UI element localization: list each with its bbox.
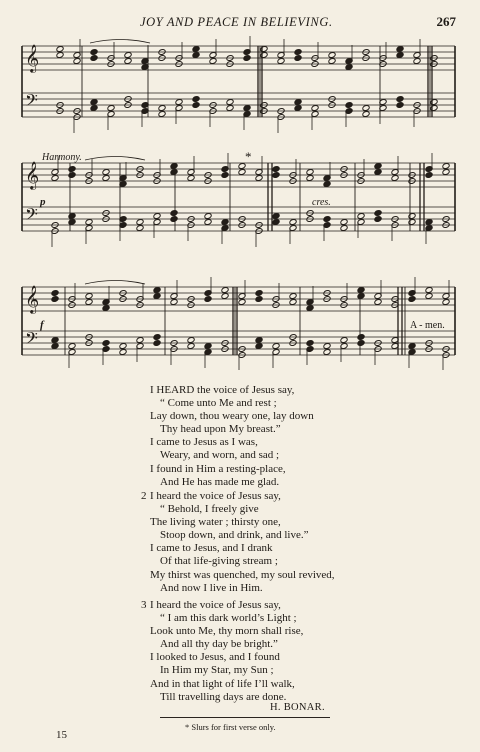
- note-head: [187, 343, 195, 350]
- treble-clef: 𝄞: [25, 285, 40, 313]
- note-head: [255, 296, 263, 303]
- verse-1: [150, 384, 314, 489]
- verse-line: And in that light of life I’ll walk,: [150, 677, 295, 690]
- note-head: [85, 293, 93, 300]
- dynamic-forte: f: [40, 319, 44, 331]
- hymn-author: H. BONAR.: [270, 702, 325, 713]
- dynamic-piano: p: [40, 196, 46, 208]
- verse-line: Stoop down, and drink, and live.”: [160, 529, 309, 542]
- verse-line: And now I live in Him.: [160, 581, 263, 594]
- note-head: [107, 105, 115, 112]
- verse-line: I came to Jesus, and I drank: [150, 542, 273, 555]
- note-head: [243, 105, 251, 112]
- slur: [85, 281, 145, 285]
- slur: [90, 40, 150, 44]
- note-head: [345, 64, 353, 71]
- note-head: [136, 337, 144, 344]
- note-head: [51, 343, 59, 350]
- verse-line: Lay down, thou weary one, lay down: [150, 410, 314, 423]
- slur: [85, 157, 145, 161]
- note-head: [294, 55, 302, 62]
- note-head: [408, 219, 416, 226]
- note-head: [396, 52, 404, 59]
- verse-line: I came to Jesus as I was,: [150, 436, 258, 449]
- note-head: [357, 293, 365, 300]
- note-head: [255, 337, 263, 344]
- verse-line: “ I am this dark world’s Light ;: [160, 612, 297, 625]
- verse-line: And all thy day be bright.”: [160, 638, 278, 651]
- note-head: [442, 299, 450, 306]
- note-head: [425, 172, 433, 179]
- note-head: [209, 58, 217, 65]
- note-head: [153, 213, 161, 220]
- note-head: [306, 340, 314, 347]
- note-head: [51, 296, 59, 303]
- note-head: [345, 102, 353, 109]
- note-head: [391, 175, 399, 182]
- note-head: [374, 210, 382, 217]
- note-head: [340, 337, 348, 344]
- note-head: [340, 219, 348, 226]
- note-head: [187, 175, 195, 182]
- note-head: [170, 299, 178, 306]
- note-head: [153, 340, 161, 347]
- note-head: [136, 219, 144, 226]
- note-head: [51, 290, 59, 297]
- note-head: [204, 343, 212, 350]
- note-head: [374, 169, 382, 176]
- note-head: [294, 49, 302, 56]
- note-head: [170, 210, 178, 217]
- treble-clef: 𝄞: [25, 44, 40, 72]
- note-head: [425, 287, 433, 294]
- note-head: [396, 102, 404, 109]
- note-head: [323, 181, 331, 188]
- note-head: [158, 105, 166, 112]
- amen-label: A - men.: [410, 320, 445, 331]
- verse-line: I found in Him a resting-place,: [150, 462, 286, 475]
- note-head: [221, 219, 229, 226]
- note-head: [277, 58, 285, 65]
- note-head: [255, 175, 263, 182]
- note-head: [396, 96, 404, 103]
- note-head: [294, 99, 302, 106]
- note-head: [204, 296, 212, 303]
- note-head: [408, 296, 416, 303]
- note-head: [192, 52, 200, 59]
- note-head: [136, 225, 144, 232]
- note-head: [102, 340, 110, 347]
- note-head: [442, 169, 450, 176]
- note-head: [357, 340, 365, 347]
- note-head: [124, 52, 132, 59]
- verse-number: 2: [141, 490, 147, 502]
- note-head: [175, 99, 183, 106]
- note-head: [357, 287, 365, 294]
- verse-line: And He has made me glad.: [160, 475, 280, 488]
- note-head: [221, 172, 229, 179]
- harmony-label: Harmony.: [42, 152, 82, 163]
- verse-line: In Him my Star, my Sun ;: [160, 664, 274, 677]
- note-head: [68, 172, 76, 179]
- note-head: [102, 169, 110, 176]
- note-head: [90, 55, 98, 62]
- note-head: [85, 219, 93, 226]
- note-head: [425, 293, 433, 300]
- note-head: [102, 305, 110, 312]
- note-head: [226, 105, 234, 112]
- bass-clef: 𝄢: [25, 328, 38, 352]
- note-head: [158, 111, 166, 118]
- note-head: [192, 96, 200, 103]
- note-head: [90, 99, 98, 106]
- note-head: [238, 169, 246, 176]
- note-head: [68, 213, 76, 220]
- verse-line: I looked to Jesus, and I found: [150, 651, 280, 664]
- verse-line: Weary, and worn, and sad ;: [160, 449, 280, 462]
- note-head: [306, 175, 314, 182]
- note-head: [408, 213, 416, 220]
- note-head: [272, 213, 280, 220]
- note-head: [430, 105, 438, 112]
- verse-line: “ Behold, I freely give: [160, 503, 259, 516]
- note-head: [153, 293, 161, 300]
- note-head: [357, 334, 365, 341]
- note-head: [238, 299, 246, 306]
- note-head: [119, 349, 127, 356]
- note-head: [374, 216, 382, 223]
- verse-2: [150, 490, 335, 595]
- verse-number: 3: [141, 599, 147, 611]
- signature-mark: 15: [56, 729, 67, 741]
- verse-line: Till travelling days are done.: [160, 690, 287, 703]
- verse-line: Look unto Me, thy morn shall rise,: [150, 625, 304, 638]
- note-head: [73, 58, 81, 65]
- bass-clef: 𝄢: [25, 204, 38, 228]
- hymn-title: JOY AND PEACE IN BELIEVING.: [140, 15, 333, 29]
- note-head: [90, 49, 98, 56]
- note-head: [323, 216, 331, 223]
- note-head: [90, 105, 98, 112]
- note-head: [85, 299, 93, 306]
- note-head: [408, 343, 416, 350]
- note-head: [306, 169, 314, 176]
- note-head: [374, 163, 382, 170]
- note-head: [119, 343, 127, 350]
- note-head: [243, 55, 251, 62]
- note-head: [170, 216, 178, 223]
- note-head: [362, 105, 370, 112]
- note-head: [153, 334, 161, 341]
- note-head: [187, 337, 195, 344]
- note-head: [311, 105, 319, 112]
- note-head: [56, 52, 64, 59]
- note-head: [204, 219, 212, 226]
- slur-asterisk: *: [245, 149, 252, 164]
- note-head: [425, 219, 433, 226]
- verse-line: I heard the voice of Jesus say,: [150, 599, 281, 611]
- note-head: [272, 166, 280, 173]
- note-head: [272, 219, 280, 226]
- note-head: [362, 111, 370, 118]
- verse-line: My thirst was quenched, my soul revived,: [150, 568, 335, 581]
- note-head: [226, 99, 234, 106]
- note-head: [306, 305, 314, 312]
- note-head: [221, 287, 229, 294]
- note-head: [255, 290, 263, 297]
- note-head: [68, 166, 76, 173]
- dynamic-crescendo: cres.: [312, 197, 331, 208]
- note-head: [124, 58, 132, 65]
- page-number: 267: [436, 14, 456, 29]
- note-head: [102, 175, 110, 182]
- note-head: [294, 105, 302, 112]
- note-head: [192, 46, 200, 53]
- note-head: [357, 213, 365, 220]
- note-head: [170, 169, 178, 176]
- note-head: [328, 52, 336, 59]
- note-head: [272, 343, 280, 350]
- note-head: [323, 343, 331, 350]
- note-head: [442, 163, 450, 170]
- verse-line: Thy head upon My breast.”: [160, 423, 281, 436]
- note-head: [255, 343, 263, 350]
- treble-clef: 𝄞: [25, 161, 40, 189]
- note-head: [68, 219, 76, 226]
- verse-line: Of that life-giving stream ;: [160, 555, 278, 568]
- note-head: [153, 287, 161, 294]
- note-head: [51, 175, 59, 182]
- verse-3: [150, 599, 303, 704]
- note-head: [51, 337, 59, 344]
- note-head: [289, 293, 297, 300]
- note-head: [396, 46, 404, 53]
- note-head: [221, 293, 229, 300]
- note-head: [289, 219, 297, 226]
- verse-line: I HEARD the voice of Jesus say,: [150, 384, 295, 396]
- note-head: [323, 349, 331, 356]
- note-head: [413, 58, 421, 65]
- note-head: [260, 52, 268, 59]
- bass-clef: 𝄢: [25, 90, 38, 114]
- verse-line: The living water ; thirsty one,: [150, 516, 281, 529]
- note-head: [56, 46, 64, 53]
- note-head: [272, 172, 280, 179]
- note-head: [328, 58, 336, 65]
- note-head: [374, 299, 382, 306]
- footnote: * Slurs for first verse only.: [185, 722, 276, 732]
- verse-line: I heard the voice of Jesus say,: [150, 490, 281, 502]
- music-score: [0, 0, 480, 370]
- note-head: [170, 163, 178, 170]
- note-head: [204, 213, 212, 220]
- note-head: [340, 225, 348, 232]
- note-head: [430, 99, 438, 106]
- note-head: [68, 343, 76, 350]
- verse-line: “ Come unto Me and rest ;: [160, 397, 277, 410]
- footnote-rule: [160, 717, 330, 718]
- note-head: [289, 299, 297, 306]
- note-head: [260, 46, 268, 53]
- note-head: [192, 102, 200, 109]
